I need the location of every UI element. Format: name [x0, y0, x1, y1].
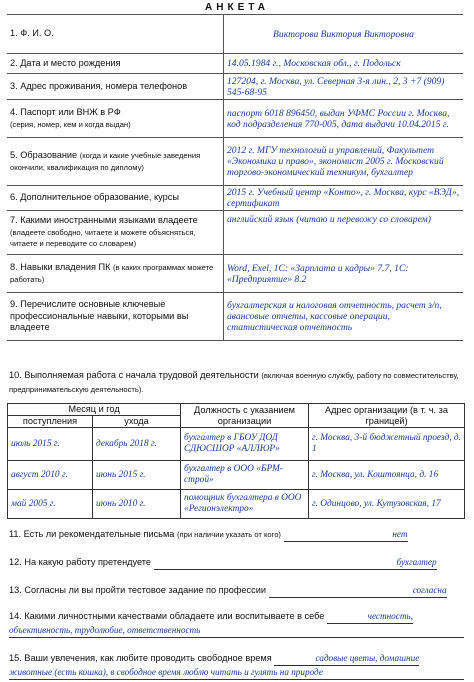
question-label [7, 74, 224, 100]
question-13-label: 13. Согласны ли вы пройти тестовое задание по профессии [9, 585, 266, 595]
answer-value[interactable]: 14.05.1984 г., Московская обл., г. Подольск [224, 54, 464, 74]
table-row [8, 428, 465, 461]
answer-value[interactable]: паспорт 6018 896450, выдан УФМС России г. Москва, код подразделения 770-005, дата выдачи 10.04.2015 г. [224, 100, 464, 138]
row-pc-skills [7, 255, 463, 293]
question-text: 9. Перечислите основные ключевые профессиональные навыки, которыми вы владеете [10, 299, 189, 333]
row-birth [7, 54, 463, 74]
question-label [7, 100, 224, 138]
question-text: 3. Адрес проживания, номера телефонов [10, 80, 188, 91]
answer-value[interactable]: 2012 г. МГУ технологий и управлений, Факультет «Экономика и право», экономист 2005 г. Московский торгово-экономический техникум, бухгалтер [224, 138, 464, 186]
question-label [7, 186, 224, 211]
question-label [7, 293, 224, 341]
question-label [7, 211, 224, 255]
row-education [7, 138, 463, 186]
question-label [7, 15, 224, 54]
column-header-month-year: Месяц и год [8, 404, 181, 416]
section-10-note: (включая военную службу, работу по совместительству, предпринимательскую деятельность). [9, 371, 459, 394]
row-name [7, 15, 463, 54]
table-row [8, 490, 465, 519]
column-header-address: Адрес организации (в т. ч. за границей) [309, 404, 465, 428]
question-text: 6. Дополнительное образование, курсы [10, 192, 179, 203]
question-13 [9, 584, 464, 598]
row-languages [7, 211, 463, 255]
address[interactable]: г. Москва, ул. Коштоянца, д. 16 [309, 461, 465, 490]
question-text: 2. Дата и место рождения [10, 57, 121, 68]
question-label [7, 255, 224, 293]
section-10-label: 10. Выполняемая работа с начала трудовой деятельности [9, 370, 259, 380]
address[interactable]: г. Москва, 3-й бюджетный проезд, д. 1 [309, 428, 465, 461]
question-label [7, 54, 224, 74]
question-hint: (серия, номер, кем и когда выдан) [10, 119, 131, 129]
question-11-note: (при наличии указать от кого) [176, 530, 281, 539]
question-12 [9, 556, 464, 570]
date-in[interactable]: август 2010 г. [8, 461, 93, 490]
position[interactable]: бухгалтер в ООО «БРМ-строй» [181, 461, 309, 490]
table-row [8, 461, 465, 490]
date-out[interactable]: июнь 2010 г. [93, 490, 181, 519]
section-10 [9, 369, 464, 396]
answer-value[interactable]: английский язык (читаю и перевожу со словарем) [224, 211, 464, 255]
work-history-table [7, 403, 465, 519]
date-out[interactable]: декабрь 2018 г. [93, 428, 181, 461]
question-15-label: 15. Ваши увлечения, как любите проводить свободное время [9, 653, 272, 663]
answer-14-part2[interactable]: объективность, трудолюбие, ответственность [9, 624, 464, 638]
answer-15-part1[interactable]: садовые цветы, домашние [274, 652, 419, 666]
question-11 [9, 528, 464, 542]
question-text: 7. Какими иностранными языками владеете [10, 215, 198, 226]
answer-14-part1[interactable]: честность, [327, 610, 413, 624]
row-address [7, 74, 463, 100]
answer-value[interactable]: 2015 г. Учебный центр «Конто», г. Москва, курс «ВЭД», сертификат [224, 186, 464, 211]
question-15 [9, 652, 464, 680]
column-header-in: поступления [8, 416, 93, 428]
questionnaire-table [7, 14, 463, 341]
answer-value[interactable]: бухгалтерская и налоговая отчетность, расчет з/п, авансовые отчеты, кассовые операции, статистическая отчетность [224, 293, 464, 341]
row-courses [7, 186, 463, 211]
position[interactable]: помощник бухгалтера в ООО «Регионэлектро» [181, 490, 309, 519]
answer-11[interactable]: нет [284, 528, 408, 542]
date-in[interactable]: июль 2015 г. [8, 428, 93, 461]
row-skills [7, 293, 463, 341]
address[interactable]: г. Одинцово, ул. Кутузовская, 17 [309, 490, 465, 519]
answer-13[interactable]: согласна [269, 584, 447, 598]
question-12-label: 12. На какую работу претендуете [9, 557, 152, 567]
question-text: 5. Образование [10, 150, 78, 160]
date-out[interactable]: июнь 2015 г. [93, 461, 181, 490]
question-text: 1. Ф. И. О. [10, 28, 54, 39]
answer-value[interactable]: Word, Exel, 1С: «Зарплата и кадры» 7.7, 1С: «Предприятие» 8.2 [224, 255, 464, 293]
column-header-out: ухода [93, 416, 181, 428]
question-hint: (владеете свободно, читаете и можете объясняться, читаете и переводите со словарем) [10, 227, 196, 249]
column-header-position: Должность с указанием организации [181, 404, 309, 428]
question-14-label: 14. Какими личностными качествами обладаете или воспитываете в себе [9, 611, 325, 621]
answer-12[interactable]: бухгалтер [154, 556, 437, 570]
work-header-row [8, 404, 465, 416]
question-hint: (когда и какие учебные заведения окончили, квалификация по диплому) [10, 151, 201, 172]
question-label [7, 138, 224, 186]
answer-15-part2[interactable]: животные (есть кошка), в свободное время люблю читать и гулять на природе [9, 666, 464, 680]
question-text: 8. Навыки владения ПК [10, 262, 111, 272]
question-11-label: 11. Есть ли рекомендательные письма [9, 529, 175, 539]
row-passport [7, 100, 463, 138]
position[interactable]: бухгалтер в ГБОУ ДОД СДЮСШОР «АЛЛЮР» [181, 428, 309, 461]
answer-value[interactable]: Викторова Виктория Викторовна [224, 15, 464, 54]
date-in[interactable]: май 2005 г. [8, 490, 93, 519]
question-14 [9, 610, 464, 638]
answer-value[interactable]: 127204, г. Москва, ул. Северная 3-я лин., 2, 3 +7 (909) 545-68-95 [224, 74, 464, 100]
question-hint: (в каких программах можете работать) [10, 263, 214, 284]
page-title: АНКЕТА [205, 2, 269, 13]
question-text: 4. Паспорт или ВНЖ в РФ [10, 107, 121, 117]
